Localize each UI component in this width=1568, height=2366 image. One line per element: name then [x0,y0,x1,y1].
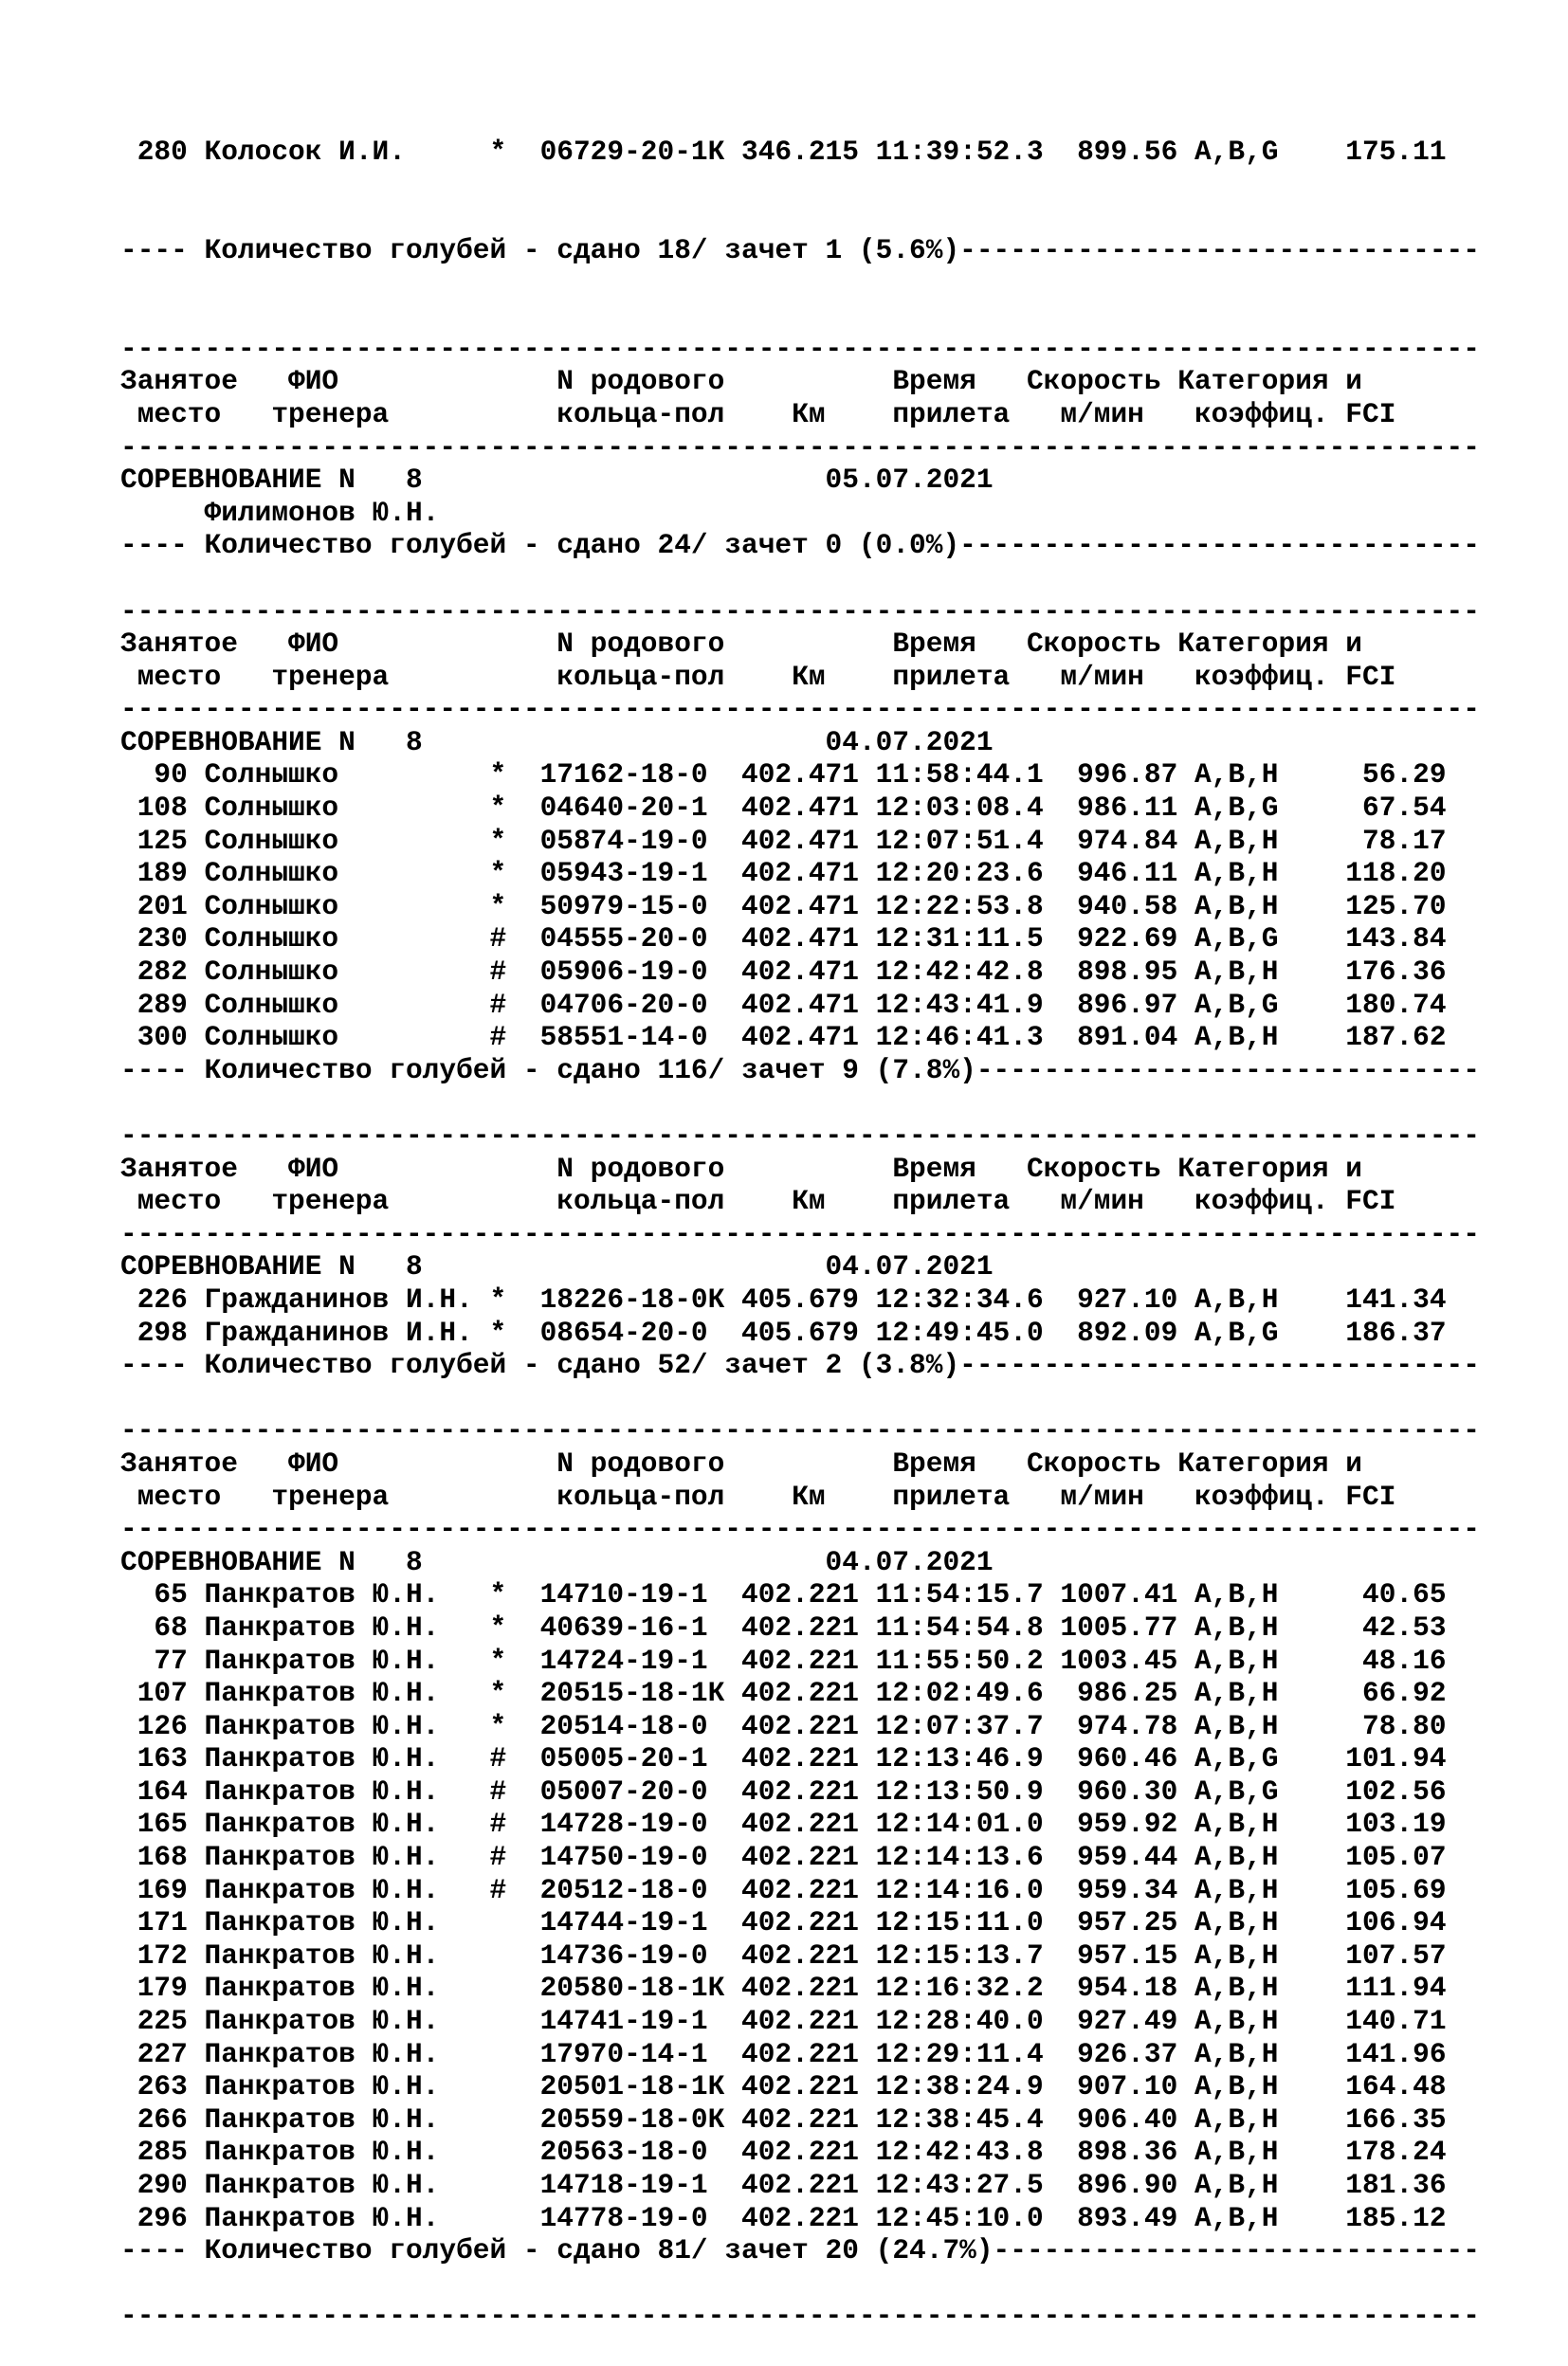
column-header-line-2: место тренера кольца-пол Км прилета м/мин коэффиц. FCI [120,397,1396,430]
result-row: 168 Панкратов Ю.Н. # 14750-19-0 402.221 12:14:13.6 959.44 A,B,H 105.07 [120,1841,1447,1874]
competition-title: СОРЕВНОВАНИЕ N 8 04.07.2021 [120,1545,994,1578]
result-row: 263 Панкратов Ю.Н. 20501-18-1К 402.221 12:38:24.9 907.10 A,B,H 164.48 [120,2070,1447,2103]
result-row: 296 Панкратов Ю.Н. 14778-19-0 402.221 12:45:10.0 893.49 A,B,H 185.12 [120,2201,1447,2234]
separator-line: --------------------------------------------------------------------------------- [120,594,1480,628]
result-row: 126 Панкратов Ю.Н. * 20514-18-0 402.221 12:07:37.7 974.78 A,B,H 78.80 [120,1709,1447,1742]
result-row: 189 Солнышко * 05943-19-1 402.471 12:20:23.6 946.11 A,B,H 118.20 [120,857,1447,890]
result-row: 282 Солнышко # 05906-19-0 402.471 12:42:42.8 898.95 A,B,H 176.36 [120,956,1447,989]
column-header-line-2: место тренера кольца-пол Км прилета м/мин коэффиц. FCI [120,660,1396,693]
summary-line: ---- Количество голубей - сдано 116/ зачет 9 (7.8%)------------------------------ [120,1053,1480,1086]
blank-line [120,1382,1480,1415]
separator-line: --------------------------------------------------------------------------------- [120,1119,1480,1152]
result-row: 165 Панкратов Ю.Н. # 14728-19-0 402.221 12:14:01.0 959.92 A,B,H 103.19 [120,1808,1447,1841]
separator-line: --------------------------------------------------------------------------------- [120,1513,1480,1546]
result-row: 125 Солнышко * 05874-19-0 402.471 12:07:51.4 974.84 A,B,H 78.17 [120,824,1447,857]
result-row: 230 Солнышко # 04555-20-0 402.471 12:31:11.5 922.69 A,B,G 143.84 [120,922,1447,956]
result-row: 289 Солнышко # 04706-20-0 402.471 12:43:41.9 896.97 A,B,G 180.74 [120,988,1447,1021]
result-row: 164 Панкратов Ю.Н. # 05007-20-0 402.221 12:13:50.9 960.30 A,B,G 102.56 [120,1774,1447,1808]
result-row: 90 Солнышко * 17162-18-0 402.471 11:58:44.1 996.87 A,B,H 56.29 [120,758,1447,792]
result-row: 201 Солнышко * 50979-15-0 402.471 12:22:53.8 940.58 A,B,H 125.70 [120,889,1447,922]
result-row: 290 Панкратов Ю.Н. 14718-19-1 402.221 12:43:27.5 896.90 A,B,H 181.36 [120,2169,1447,2201]
summary-line: ---- Количество голубей - сдано 81/ зачет 20 (24.7%)----------------------------- [120,2234,1480,2267]
result-row: 169 Панкратов Ю.Н. # 20512-18-0 402.221 12:14:16.0 959.34 A,B,H 105.69 [120,1873,1447,1906]
result-row: 171 Панкратов Ю.Н. 14744-19-1 402.221 12:15:11.0 957.25 A,B,H 106.94 [120,1906,1447,1939]
column-header-line-1: Занятое ФИО N родового Время Скорость Категория и [120,365,1363,398]
column-header-line-1: Занятое ФИО N родового Время Скорость Категория и [120,628,1363,661]
competition-blocks [120,333,1480,2333]
result-row: 172 Панкратов Ю.Н. 14736-19-0 402.221 12:15:13.7 957.15 A,B,H 107.57 [120,1938,1447,1972]
result-row: 108 Солнышко * 04640-20-1 402.471 12:03:08.4 986.11 A,B,G 67.54 [120,792,1447,825]
separator-line: --------------------------------------------------------------------------------- [120,693,1480,726]
blank-line [120,562,1480,595]
result-row: 163 Панкратов Ю.Н. # 05005-20-1 402.221 12:13:46.9 960.46 A,B,G 101.94 [120,1742,1447,1775]
separator-line: --------------------------------------------------------------------------------- [120,1414,1480,1447]
separator-line: --------------------------------------------------------------------------------- [120,332,1480,365]
column-header-line-1: Занятое ФИО N родового Время Скорость Категория и [120,1152,1363,1185]
result-row: 65 Панкратов Ю.Н. * 14710-19-1 402.221 11:54:15.7 1007.41 A,B,H 40.65 [120,1578,1447,1611]
separator-line: --------------------------------------------------------------------------------- [120,1217,1480,1250]
summary-line: ---- Количество голубей - сдано 52/ зачет 2 (3.8%)------------------------------- [120,1349,1480,1382]
competition-title: СОРЕВНОВАНИЕ N 8 05.07.2021 [120,464,994,497]
result-row: 107 Панкратов Ю.Н. * 20515-18-1К 402.221 12:02:49.6 986.25 A,B,H 66.92 [120,1677,1447,1710]
column-header-line-2: место тренера кольца-пол Км прилета м/мин коэффиц. FCI [120,1185,1396,1218]
separator-line: --------------------------------------------------------------------------------- [120,2300,1480,2333]
result-row: 266 Панкратов Ю.Н. 20559-18-0К 402.221 12:38:45.4 906.40 A,B,H 166.35 [120,2102,1447,2136]
blank-line [120,1086,1480,1119]
result-row: 68 Панкратов Ю.Н. * 40639-16-1 402.221 11:54:54.8 1005.77 A,B,H 42.53 [120,1611,1447,1644]
column-header-line-2: место тренера кольца-пол Км прилета м/мин коэффиц. FCI [120,1480,1396,1513]
result-row: 226 Гражданинов И.Н. * 18226-18-0К 405.679 12:32:34.6 927.10 A,B,H 141.34 [120,1283,1447,1316]
trainer-name: Филимонов Ю.Н. [120,496,440,529]
top-summary-line: ---- Количество голубей - сдано 18/ зачет 1 (5.6%)------------------------------- [120,233,1480,266]
results-printout [120,70,1480,2366]
column-header-line-1: Занятое ФИО N родового Время Скорость Категория и [120,1447,1363,1480]
top-result-row: 280 Колосок И.И. * 06729-20-1К 346.215 11:39:52.3 899.56 A,B,G 175.11 [120,136,1447,169]
summary-line: ---- Количество голубей - сдано 24/ зачет 0 (0.0%)------------------------------- [120,529,1480,562]
result-row: 77 Панкратов Ю.Н. * 14724-19-1 402.221 11:55:50.2 1003.45 A,B,H 48.16 [120,1644,1447,1677]
result-row: 179 Панкратов Ю.Н. 20580-18-1К 402.221 12:16:32.2 954.18 A,B,H 111.94 [120,1972,1447,2005]
result-row: 300 Солнышко # 58551-14-0 402.471 12:46:41.3 891.04 A,B,H 187.62 [120,1021,1447,1054]
result-row: 285 Панкратов Ю.Н. 20563-18-0 402.221 12:42:43.8 898.36 A,B,H 178.24 [120,2136,1447,2169]
result-row: 227 Панкратов Ю.Н. 17970-14-1 402.221 12:29:11.4 926.37 A,B,H 141.96 [120,2037,1447,2070]
result-row: 298 Гражданинов И.Н. * 08654-20-0 405.679 12:49:45.0 892.09 A,B,G 186.37 [120,1316,1447,1349]
blank-line [120,2267,1480,2301]
separator-line: --------------------------------------------------------------------------------- [120,430,1480,464]
competition-title: СОРЕВНОВАНИЕ N 8 04.07.2021 [120,725,994,758]
result-row: 225 Панкратов Ю.Н. 14741-19-1 402.221 12:28:40.0 927.49 A,B,H 140.71 [120,2005,1447,2038]
competition-title: СОРЕВНОВАНИЕ N 8 04.07.2021 [120,1250,994,1283]
